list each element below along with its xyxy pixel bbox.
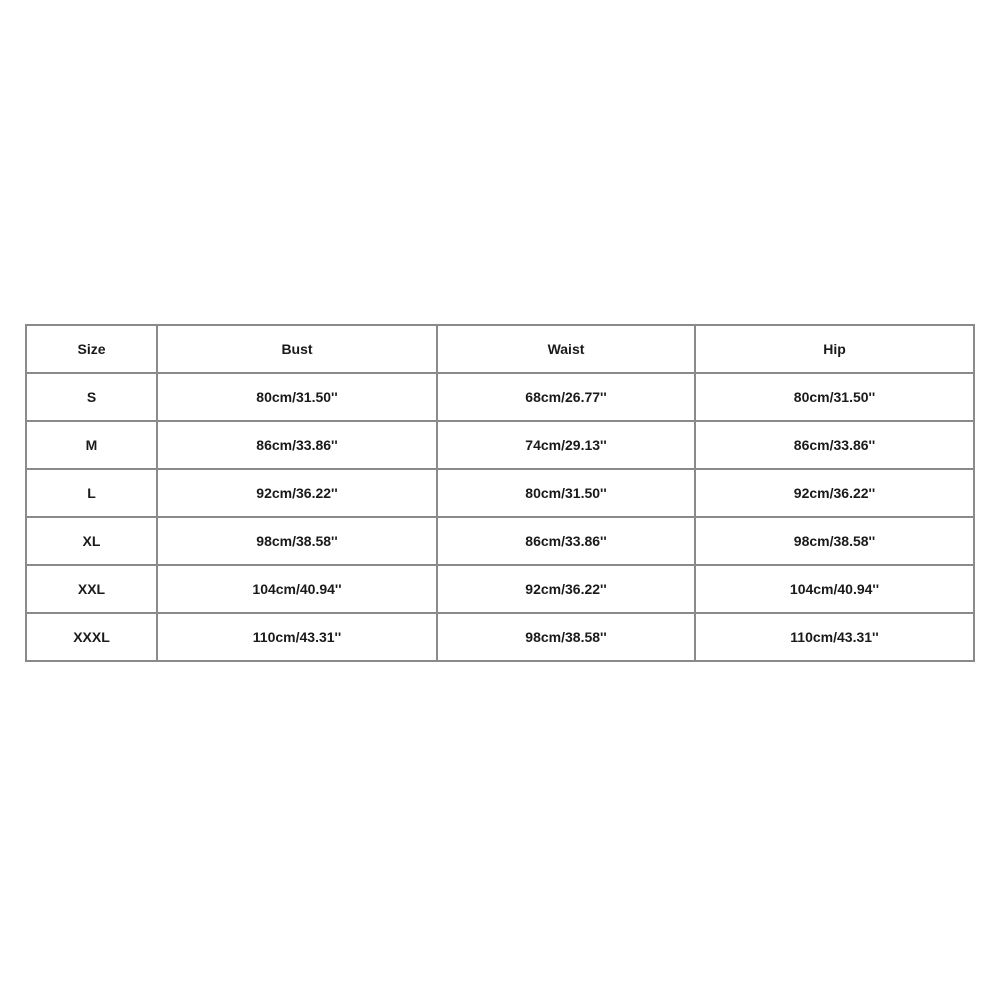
bust-cell: 86cm/33.86'' [158,422,438,470]
table-row [27,470,975,518]
bust-cell: 104cm/40.94'' [158,566,438,614]
table-header-row [27,326,975,374]
waist-cell: 74cm/29.13'' [438,422,696,470]
hip-cell: 80cm/31.50'' [696,374,975,422]
hip-cell: 110cm/43.31'' [696,614,975,662]
hip-cell: 104cm/40.94'' [696,566,975,614]
size-cell: L [27,470,158,518]
bust-cell: 80cm/31.50'' [158,374,438,422]
size-cell: S [27,374,158,422]
bust-cell: 92cm/36.22'' [158,470,438,518]
header-waist: Waist [438,326,696,374]
table-row [27,374,975,422]
hip-cell: 98cm/38.58'' [696,518,975,566]
waist-cell: 86cm/33.86'' [438,518,696,566]
table-row [27,518,975,566]
size-cell: XXL [27,566,158,614]
size-cell: M [27,422,158,470]
bust-cell: 110cm/43.31'' [158,614,438,662]
bust-cell: 98cm/38.58'' [158,518,438,566]
waist-cell: 80cm/31.50'' [438,470,696,518]
table-row [27,422,975,470]
hip-cell: 86cm/33.86'' [696,422,975,470]
size-chart-table [25,324,975,662]
waist-cell: 68cm/26.77'' [438,374,696,422]
hip-cell: 92cm/36.22'' [696,470,975,518]
header-size: Size [27,326,158,374]
size-cell: XL [27,518,158,566]
header-bust: Bust [158,326,438,374]
table-row [27,614,975,662]
header-hip: Hip [696,326,975,374]
waist-cell: 98cm/38.58'' [438,614,696,662]
size-cell: XXXL [27,614,158,662]
table-row [27,566,975,614]
waist-cell: 92cm/36.22'' [438,566,696,614]
